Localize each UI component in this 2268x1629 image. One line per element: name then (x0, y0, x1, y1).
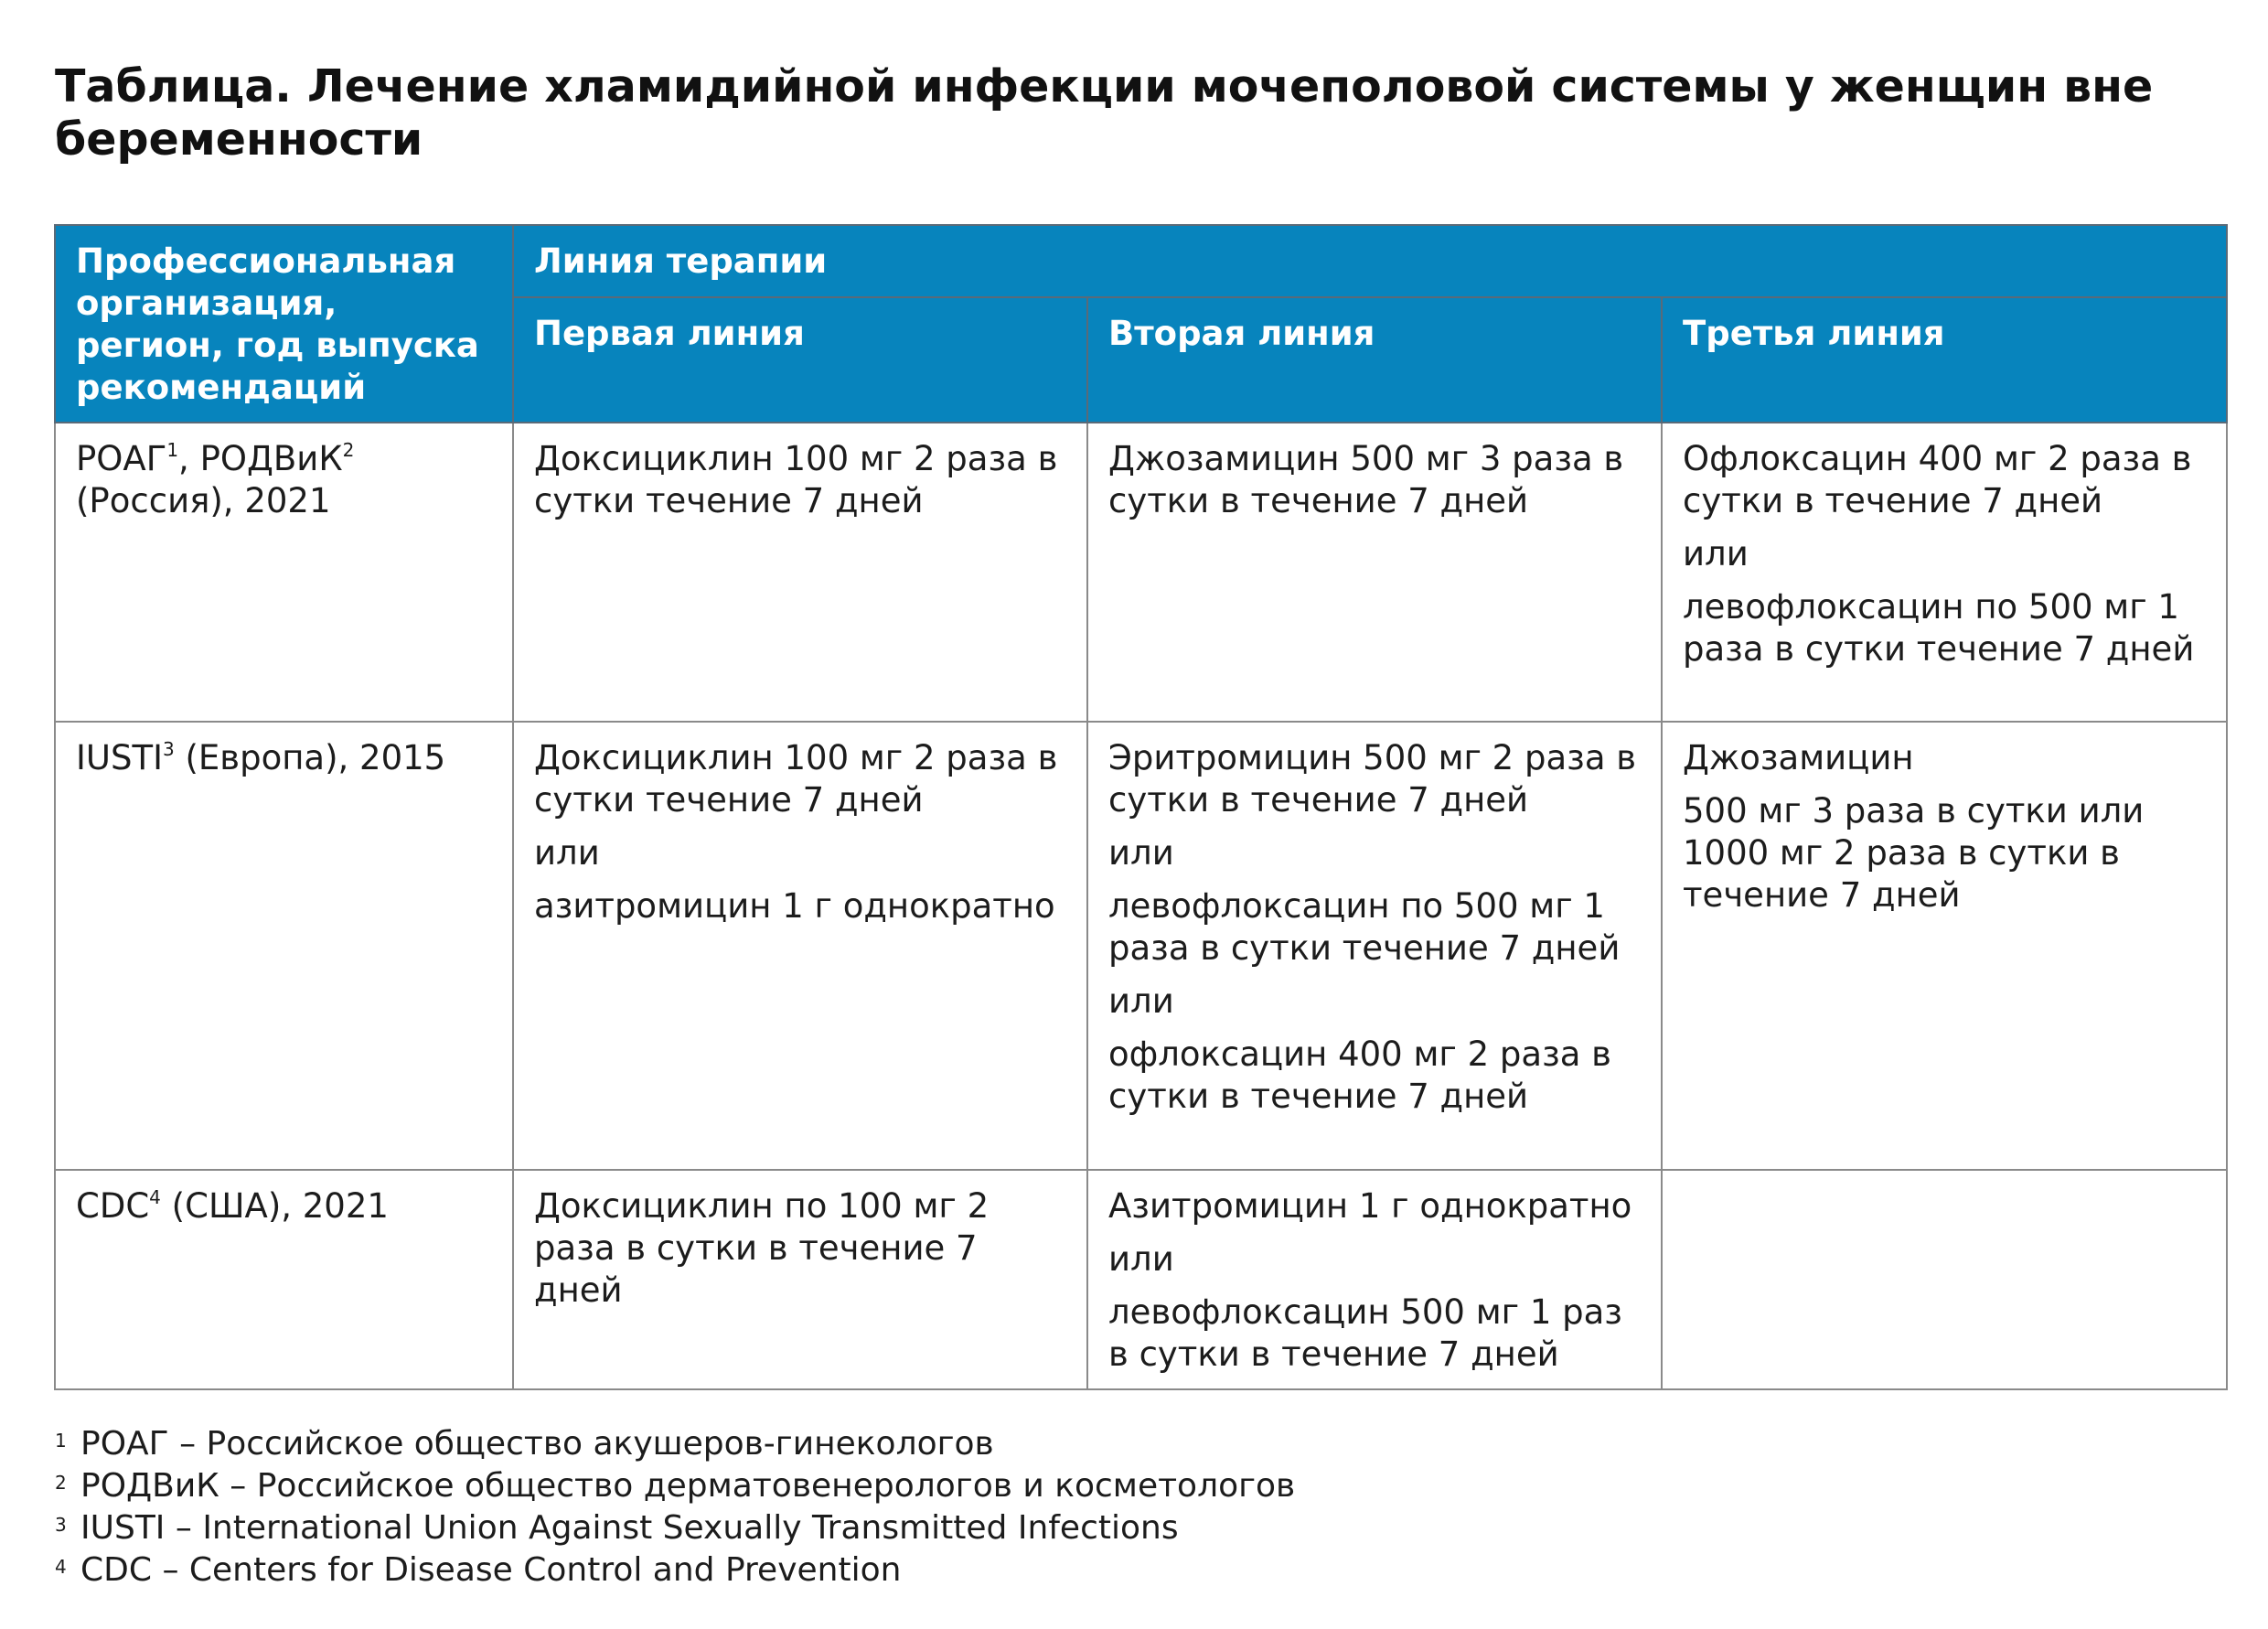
table-header-row (55, 225, 2227, 297)
org-name: РОАГ (76, 439, 167, 478)
regimen-separator: или (1683, 534, 1749, 573)
footnote-item (55, 1549, 2158, 1591)
footnote-number: 2 (55, 1472, 67, 1494)
table-row (55, 423, 2227, 722)
regimen-text: Доксициклин по 100 мг 2 раза в сутки в течение 7 дней (534, 1186, 990, 1310)
third-line-cell (1662, 1170, 2227, 1389)
footnote-ref: 3 (163, 737, 175, 760)
regimen-text: левофлоксацин по 500 мг 1 раза в сутки течение 7 дней (1683, 587, 2195, 669)
table-row (55, 1170, 2227, 1389)
footnote-ref: 1 (166, 438, 179, 461)
regimen-text: азитромицин 1 г однократно (534, 886, 1055, 926)
footnote-ref: 4 (149, 1185, 161, 1208)
first-line-cell (513, 1170, 1087, 1389)
footnotes (55, 1423, 2158, 1591)
regimen-text: Джозамицин 500 мг 3 раза в сутки в течение 7 дней (1108, 439, 1624, 520)
first-line-cell (513, 423, 1087, 722)
header-organization: Профессиональная организация, регион, год выпуска рекомендаций (55, 225, 513, 423)
footnote-item (55, 1423, 2158, 1465)
page-title: Таблица. Лечение хламидийной инфекции мочеполовой системы у женщин вне беременности (55, 60, 2154, 166)
footnote-text: РОАГ – Российское общество акушеров-гинекологов (80, 1425, 994, 1463)
header-first-line: Первая линия (513, 297, 1087, 423)
footnote-number: 1 (55, 1430, 67, 1452)
regimen-separator: или (1108, 1239, 1174, 1279)
footnote-text: CDC – Centers for Disease Control and Prevention (80, 1551, 902, 1589)
regimen-text: Доксициклин 100 мг 2 раза в сутки течение 7 дней (534, 738, 1058, 820)
table-row (55, 722, 2227, 1170)
org-cell (55, 1170, 513, 1389)
org-cell (55, 423, 513, 722)
org-cell (55, 722, 513, 1170)
org-region-year: (Европа), 2015 (174, 738, 446, 777)
regimen-text: 500 мг 3 раза в сутки или 1000 мг 2 раза в сутки в течение 7 дней (1683, 791, 2145, 915)
regimen-separator: или (534, 833, 600, 873)
third-line-cell (1662, 722, 2227, 1170)
regimen-text: левофлоксацин по 500 мг 1 раза в сутки течение 7 дней (1108, 886, 1621, 968)
footnote-item (55, 1465, 2158, 1507)
footnote-ref: 2 (342, 438, 355, 461)
org-region-year: (Россия), 2021 (76, 481, 331, 520)
header-third-line: Третья линия (1662, 297, 2227, 423)
regimen-text: офлоксацин 400 мг 2 раза в сутки в течение 7 дней (1108, 1034, 1611, 1116)
regimen-separator: или (1108, 833, 1174, 873)
second-line-cell (1087, 722, 1662, 1170)
regimen-text: Офлоксацин 400 мг 2 раза в сутки в течение 7 дней (1683, 439, 2192, 520)
second-line-cell (1087, 1170, 1662, 1389)
third-line-cell (1662, 423, 2227, 722)
header-therapy-line: Линия терапии (513, 225, 2227, 297)
footnote-text: РОДВиК – Российское общество дерматовенерологов и косметологов (80, 1467, 1296, 1505)
regimen-text: Азитромицин 1 г однократно (1108, 1186, 1632, 1226)
regimen-text: Эритромицин 500 мг 2 раза в сутки в течение 7 дней (1108, 738, 1637, 820)
regimen-separator: или (1108, 981, 1174, 1021)
footnote-number: 4 (55, 1556, 67, 1578)
first-line-cell (513, 722, 1087, 1170)
second-line-cell (1087, 423, 1662, 722)
org-name: , РОДВиК (178, 439, 343, 478)
treatment-table (54, 224, 2228, 1390)
org-region-year: (США), 2021 (160, 1186, 389, 1226)
org-name: IUSTI (76, 738, 163, 777)
footnote-number: 3 (55, 1514, 67, 1536)
regimen-text: Джозамицин (1683, 738, 1914, 777)
footnote-text: IUSTI – International Union Against Sexually Transmitted Infections (80, 1509, 1179, 1547)
footnote-item (55, 1507, 2158, 1549)
regimen-text: Доксициклин 100 мг 2 раза в сутки течение 7 дней (534, 439, 1058, 520)
org-name: CDC (76, 1186, 150, 1226)
header-second-line: Вторая линия (1087, 297, 1662, 423)
regimen-text: левофлоксацин 500 мг 1 раз в сутки в течение 7 дней (1108, 1292, 1622, 1374)
